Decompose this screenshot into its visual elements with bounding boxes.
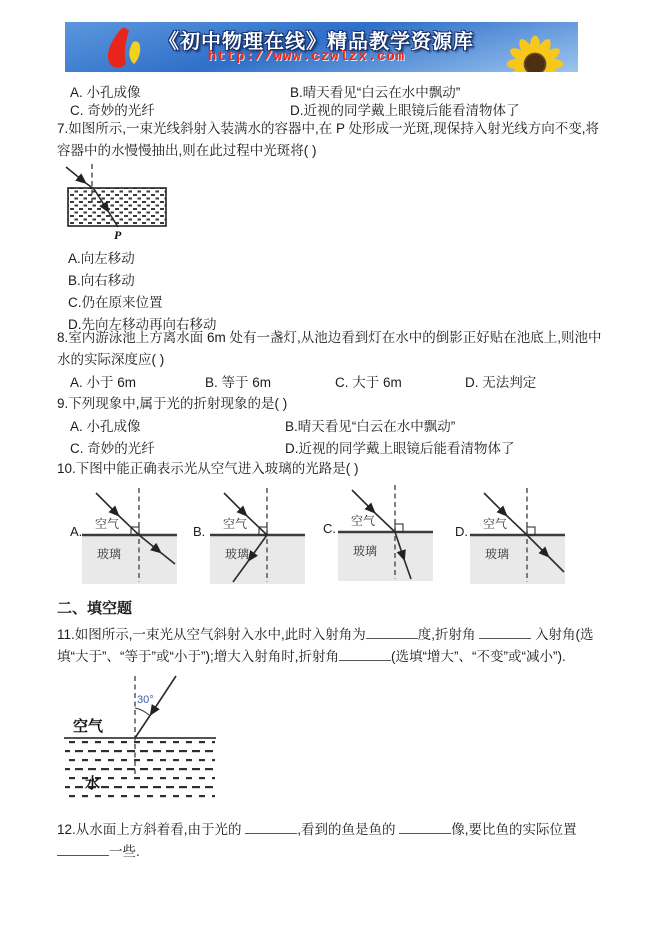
q12-text-s1: 12.从水面上方斜着看,由于光的 — [57, 822, 246, 837]
q7-water-container-figure — [60, 158, 174, 247]
q6-option-a: A. 小孔成像 — [70, 85, 141, 100]
q6-option-c: C. 奇妙的光纤 — [70, 103, 155, 118]
q11-text — [57, 624, 613, 667]
q10-figure-a-label: A. — [70, 524, 83, 539]
banner-url-link[interactable]: http://www.czwlzx.com — [207, 49, 406, 65]
q10-a-glass-label: 玻璃 — [97, 547, 122, 561]
q10-a-air-label: 空气 — [95, 517, 120, 531]
q10-figure-b — [210, 482, 305, 589]
q10-figure-d-graphics — [470, 488, 565, 584]
q10-b-air-label: 空气 — [223, 517, 248, 531]
q12-text-s4: 一些. — [109, 843, 140, 859]
q6-option-d: D.近视的同学戴上眼镜后能看清物体了 — [290, 103, 520, 118]
q9-option-a: A. 小孔成像 — [70, 419, 141, 434]
q11-text-s1: 11.如图所示,一束光从空气斜射入水中,此时入射角为 — [57, 627, 366, 642]
q12-blank-2 — [399, 820, 451, 834]
q12-text-s2: ,看到的鱼是鱼的 — [297, 822, 400, 837]
q10-figure-a-graphics — [82, 488, 177, 584]
q11-blank-3 — [339, 647, 391, 661]
q7-figure-p-label: P — [114, 228, 122, 242]
q12-blank-3 — [57, 842, 109, 856]
q9-option-b: B.晴天看见“白云在水中飘动” — [285, 419, 456, 434]
q8-text: 8.室内游泳池上方离水面 6m 处有一盏灯,从池边看到灯在水中的倒影正好贴在池底上,则池中水的实际深度应( ) — [57, 330, 602, 367]
section-2-title: 二、填空题 — [57, 600, 133, 617]
q11-water-label: 水 — [85, 775, 101, 792]
q11-air-water-figure — [62, 674, 219, 813]
q11-blank-2 — [479, 625, 531, 639]
q8-option-c: C. 大于 6m — [335, 375, 402, 390]
q11-blank-1 — [366, 625, 418, 639]
q10-figure-b-label: B. — [193, 524, 206, 539]
q9-option-c: C. 奇妙的光纤 — [70, 441, 155, 456]
q12-blank-1 — [245, 820, 297, 834]
q7-figure-graphics — [66, 164, 166, 227]
q10-d-air-label: 空气 — [483, 517, 508, 531]
q10-b-glass-label: 玻璃 — [225, 547, 250, 561]
q10-c-air-label: 空气 — [351, 514, 376, 528]
q8-option-b: B. 等于 6m — [205, 375, 272, 390]
q9-text: 9.下列现象中,属于光的折射现象的是( ) — [57, 396, 288, 411]
q11-air-label: 空气 — [73, 718, 104, 735]
q11-text-s3: 入射角(选填“大于”、“等于”或“小于”);增大入射角时,折射角 — [57, 627, 594, 664]
q8-option-d: D. 无法判定 — [465, 375, 537, 390]
q11-angle-label: 30° — [137, 694, 154, 706]
q7-text: 7.如图所示,一束光线斜射入装满水的容器中,在 P 处形成一光斑,现保持入射光线方向不变,将容器中的水慢慢抽出,则在此过程中光斑将( ) — [57, 121, 600, 158]
q7-option-d: D.先向左移动再向右移动 — [68, 317, 217, 332]
q10-figure-d-label: D. — [455, 524, 468, 539]
q9-option-d: D.近视的同学戴上眼镜后能看清物体了 — [285, 441, 515, 456]
q10-figure-a — [82, 482, 177, 589]
q10-figure-b-graphics — [210, 488, 305, 584]
q7-option-b: B.向右移动 — [68, 273, 135, 288]
q7-option-c: C.仍在原来位置 — [68, 295, 163, 310]
q10-figure-c — [338, 479, 433, 586]
q10-text: 10.下图中能正确表示光从空气进入玻璃的光路是( ) — [57, 461, 359, 476]
q10-figure-c-graphics — [338, 485, 433, 581]
sunflower-icon — [498, 34, 572, 72]
q10-c-glass-label: 玻璃 — [353, 544, 378, 558]
q10-figure-c-label: C. — [323, 521, 336, 536]
site-banner — [65, 22, 578, 72]
q7-option-a: A.向左移动 — [68, 251, 135, 266]
q12-text — [57, 819, 617, 862]
q11-text-s2: 度,折射角 — [417, 627, 480, 642]
q12-text-s3: 像,要比鱼的实际位置 — [451, 822, 577, 837]
q11-text-s4: (选填“增大”、“不变”或“减小”). — [390, 648, 566, 664]
q10-d-glass-label: 玻璃 — [485, 547, 510, 561]
q10-figure-d — [470, 482, 565, 589]
q8-option-a: A. 小于 6m — [70, 375, 137, 390]
q6-option-b: B.晴天看见“白云在水中飘动” — [290, 85, 461, 100]
banner-title: 《初中物理在线》精品教学资源库 — [159, 31, 474, 53]
